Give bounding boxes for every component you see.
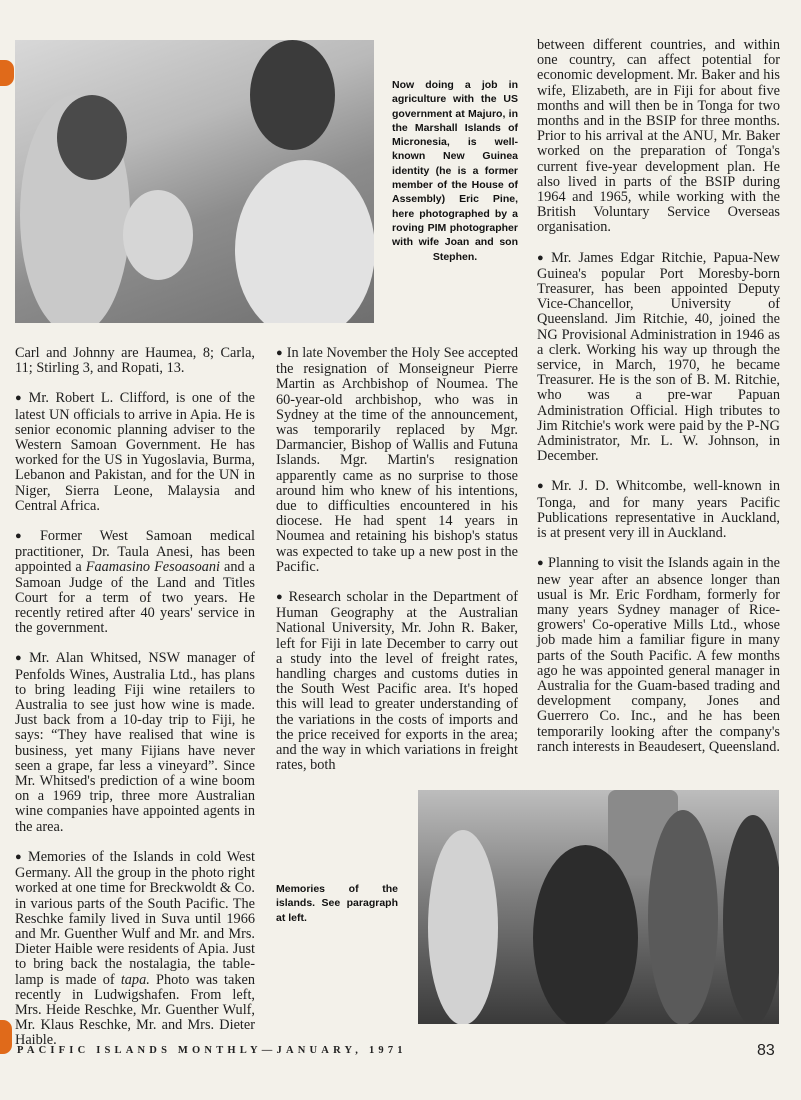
family-photo [15,40,374,323]
bullet-icon: ● [15,652,26,665]
paragraph: ● Mr. J. D. Whitcombe, well-known in Tonga, and for many years Pacific Publications representative in Auckland, is at present very ill in Auckland. [537,478,780,542]
article-column-1 [15,346,255,1064]
bullet-icon: ● [15,392,25,405]
man-shirt [235,160,374,323]
paragraph: ● In late November the Holy See accepted the resignation of Monseigneur Pierre Martin as Archbishop of Noumea. The 60-year-old archbishop, who was in Sydney at the time of the announcement, was temporarily replaced by Mgr. Darmancier, Bishop of Wallis and Futuna Islands. Mgr. Martin's resignation apparently came as no surprise to those around him who knew of his intentions, due to difficulties encountered in his diocese. He had spent 14 years in Noumea and retaining his bishop's status was expected to take up a new post in the Pacific. [276,345,518,575]
page-edge-tab [0,1020,12,1054]
bullet-icon: ● [276,347,283,359]
page-number: 83 [757,1042,775,1059]
paragraph: Carl and Johnny are Haumea, 8; Carla, 11; Stirling 3, and Ropati, 13. [15,345,255,377]
paragraph: ● Research scholar in the Department of Human Geography at the Australian National University, Mr. John R. Baker, left for Fiji in late December to carry out a study into the level of freight rates, handling charges and customs duties in the South West Pacific area. It's hoped this will lead to greater understanding of the variations in the costs of imports and the price received for exports in the area; and the way in which variations in freight rates, both [276,589,518,774]
man-head [250,40,335,150]
bullet-icon: ● [15,530,36,543]
bullet-icon: ● [537,480,548,493]
article-column-3 [537,38,780,770]
paragraph: ● Former West Samoan medical practitioner, Dr. Taula Anesi, has been appointed a Faamasino Fesoasoani and a Samoan Judge of the Land and Titles Court for a term of two years. He recently retired after 40 years' service in the government. [15,528,255,637]
magazine-footer: PACIFIC ISLANDS MONTHLY—JANUARY, 1971 [17,1045,407,1056]
article-column-2 [276,346,518,788]
boy-head [123,190,193,280]
photo-caption: Now doing a job in agriculture with the US government at Majuro, in the Marshall Islands of Micronesia, is well-known New Guinea identity (he is a former member of the House of Assembly) Eric Pine, here photographed by a roving PIM photographer with wife Joan and son Stephen. [392,79,518,263]
paragraph: ● Mr. Alan Whitsed, NSW manager of Penfolds Wines, Australia Ltd., has plans to bring leading Fiji wine retailers to Australia to see just how wine is made. Just back from a 10-day trip to Fiji, he says: “They have realised that wine is business, yet many Fijians have never seen a grape, far less a vineyard”. Since Mr. Whitsed's prediction of a wine boom on a 1969 trip, three more Australian wine companies have appointed agents in the area. [15,650,255,835]
woman-left [428,830,498,1024]
paragraph: ● Planning to visit the Islands again in the new year after an absence longer than usual is Mr. Eric Fordham, formerly for many years Sydney manager of Rice-growers' Co-operative Mills Ltd., whose job made him a familiar figure in many parts of the South Pacific. A few months ago he was appointed general manager in Australia for the Guam-based trading and development company, Jones and Guerrero Co. Inc., and he has been temporarily looking after the company's ranch interests in Beaudesert, Queensland. [537,555,780,755]
bullet-icon: ● [276,591,285,604]
woman-right [648,810,718,1024]
woman-head [57,95,127,180]
paragraph: between different countries, and within one country, can affect potential for economic development. Mr. Baker and his wife, Elizabeth, are in Fiji for about five months and will then be in Tonga for two months and in the BSIP for three months. Prior to his arrival at the ANU, Mr. Baker worked on the preparation of Tonga's current five-year development plan. He also lived in parts of the BSIP during 1964 and 1965, while working with the British Voluntary Service Overseas organisation. [537,37,780,236]
bullet-icon: ● [537,251,548,264]
paragraph: ● Mr. Robert L. Clifford, is one of the latest UN officials to arrive in Apia. He is senior economic planning adviser to the Western Samoan Government. He has worked for the US in Yugoslavia, Burma, Lebanon and Pakistan, and for the UN in Niger, Sierra Leone, Malaysia and Central Africa. [15,390,255,514]
photo-caption: Memories of the islands. See paragraph at left. [276,883,398,924]
group-photo [418,790,779,1024]
man-center [533,845,638,1024]
paragraph: ● Mr. James Edgar Ritchie, Papua-New Guinea's popular Port Moresby-born Treasurer, has been appointed Deputy Vice-Chancellor, University of Queensland. Jim Ritchie, 40, joined the NG Provisional Administration in 1946 as a clerk. Working his way up through the service, in March, 1970, he became Treasurer. He is the son of B. M. Ritchie, who was a pre-war Papuan Administration Official. High tributes to Jim Ritchie's work were paid by the P-NG Administrator, Mr. L. W. Johnson, in December. [537,249,780,465]
bullet-icon: ● [537,557,545,570]
page-edge-tab [0,60,14,86]
bullet-icon: ● [15,850,24,863]
man-right [723,815,779,1024]
paragraph: ● Memories of the Islands in cold West Germany. All the group in the photo right worked at one time for Breckwoldt & Co. in various parts of the South Pacific. The Reschke family lived in Suva until 1966 and Mr. Guenther Wulf and Mr. and Mrs. Dieter Haible were residents of Apia. Just to bring back the nostalagia, the table-lamp is made of tapa. Photo was taken recently in Ludwigshafen. From left, Mrs. Heide Reschke, Mr. Guenther Wulf, Mr. Klaus Reschke, Mr. and Mrs. Dieter Haible. [15,848,255,1049]
